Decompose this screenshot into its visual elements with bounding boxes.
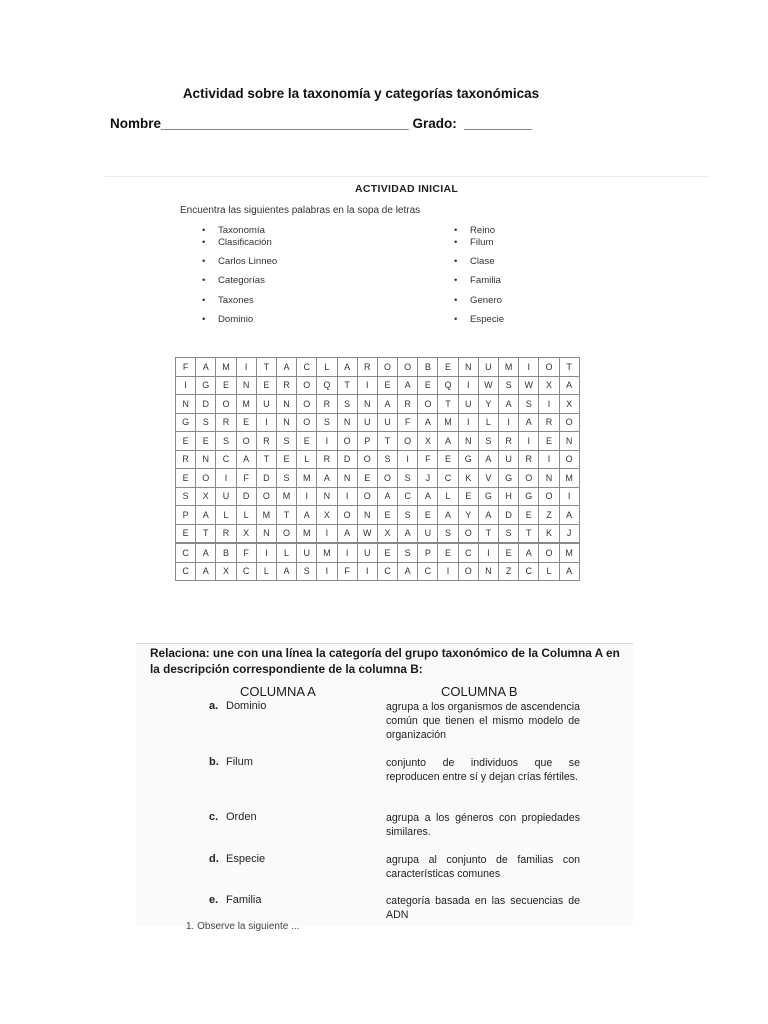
relaciona-instruction: Relaciona: une con una línea la categoría del grupo taxonómico de la Columna A en la descripción correspondiente de la columna B: [150, 646, 620, 676]
grid-letter: G [196, 376, 216, 395]
grid-letter: S [499, 524, 519, 543]
word-item: • Taxonomía [202, 225, 265, 236]
grid-letter: E [377, 544, 397, 563]
grid-letter: A [398, 376, 418, 395]
column-a-item: e. Familia [209, 894, 262, 906]
grid-letter: T [559, 358, 579, 377]
grid-letter: V [478, 469, 498, 488]
grid-letter: N [196, 450, 216, 469]
grid-letter: A [317, 469, 337, 488]
grid-letter: X [377, 524, 397, 543]
column-a-item: d. Especie [209, 853, 266, 865]
grid-letter: L [276, 544, 296, 563]
grid-letter: S [297, 562, 317, 581]
column-a-item: b. Filum [209, 756, 253, 768]
grid-letter: R [256, 432, 276, 451]
grid-letter: E [458, 487, 478, 506]
grid-letter: R [539, 413, 559, 432]
grid-letter: X [559, 395, 579, 414]
grid-letter: N [176, 395, 196, 414]
grid-letter: S [176, 487, 196, 506]
grid-letter: E [256, 376, 276, 395]
grid-letter: L [478, 413, 498, 432]
grid-row [176, 469, 580, 488]
grid-letter: C [458, 544, 478, 563]
grid-letter: S [317, 413, 337, 432]
name-grade-line[interactable]: Nombre_________________________________ Grado: _________ [110, 116, 532, 131]
grid-letter: R [176, 450, 196, 469]
cut-off-text: 1. Observe la siguiente ... [186, 921, 300, 932]
grid-letter: I [337, 487, 357, 506]
grid-letter: T [438, 395, 458, 414]
grid-letter: T [256, 358, 276, 377]
grid-letter: I [519, 432, 539, 451]
grid-letter: M [559, 544, 579, 563]
grid-letter: S [478, 432, 498, 451]
grid-letter: E [236, 413, 256, 432]
grid-letter: D [337, 450, 357, 469]
grid-letter: P [418, 544, 438, 563]
grid-letter: D [499, 506, 519, 525]
grid-letter: C [418, 562, 438, 581]
grid-letter: X [196, 487, 216, 506]
column-b-item: categoría basada en las secuencias de ADN [386, 895, 580, 921]
grid-letter: A [559, 506, 579, 525]
grid-letter: E [377, 506, 397, 525]
grid-row [176, 450, 580, 469]
grid-letter: I [519, 358, 539, 377]
grid-letter: N [256, 524, 276, 543]
grid-letter: C [297, 358, 317, 377]
grid-letter: S [276, 432, 296, 451]
grid-letter: I [256, 413, 276, 432]
grid-letter: A [559, 376, 579, 395]
grid-letter: R [216, 524, 236, 543]
grid-letter: A [196, 562, 216, 581]
grid-letter: U [357, 413, 377, 432]
grid-letter: M [276, 487, 296, 506]
grid-letter: I [499, 413, 519, 432]
word-item: • Categorías [202, 275, 265, 286]
grid-letter: O [398, 358, 418, 377]
grid-letter: O [539, 487, 559, 506]
grid-letter: Q [438, 376, 458, 395]
grid-letter: S [196, 413, 216, 432]
grid-letter: E [539, 432, 559, 451]
grid-letter: M [256, 506, 276, 525]
grid-letter: L [539, 562, 559, 581]
bullet-icon: • [454, 256, 458, 267]
grid-letter: J [418, 469, 438, 488]
grid-letter: E [216, 376, 236, 395]
grid-letter: E [176, 469, 196, 488]
grid-row [176, 413, 580, 432]
grid-letter: N [357, 506, 377, 525]
grid-row [176, 358, 580, 377]
word-item: • Carlos Linneo [202, 256, 278, 267]
grid-letter: X [539, 376, 559, 395]
grid-row [176, 487, 580, 506]
grid-letter: U [377, 413, 397, 432]
grid-letter: L [297, 450, 317, 469]
grid-letter: A [236, 450, 256, 469]
grid-letter: K [458, 469, 478, 488]
word-item: • Genero [454, 295, 502, 306]
grid-letter: M [317, 544, 337, 563]
grid-letter: I [478, 544, 498, 563]
grid-letter: A [276, 562, 296, 581]
grid-row [176, 524, 580, 543]
grid-letter: N [276, 413, 296, 432]
grid-letter: F [398, 413, 418, 432]
grid-letter: U [478, 358, 498, 377]
grid-letter: L [317, 358, 337, 377]
grid-letter: T [478, 524, 498, 543]
grid-letter: L [236, 506, 256, 525]
grid-letter: W [357, 524, 377, 543]
word-item: • Familia [454, 275, 501, 286]
grid-letter: R [398, 395, 418, 414]
grid-letter: M [499, 358, 519, 377]
grid-letter: M [297, 469, 317, 488]
grid-letter: O [559, 413, 579, 432]
grid-letter: P [176, 506, 196, 525]
grid-letter: E [357, 469, 377, 488]
word-item: • Especie [454, 314, 505, 325]
bullet-icon: • [454, 275, 458, 286]
grid-letter: E [377, 376, 397, 395]
word-item: • Clasificación [202, 237, 272, 248]
grid-letter: G [176, 413, 196, 432]
grid-letter: A [276, 358, 296, 377]
grid-letter: J [559, 524, 579, 543]
grid-letter: W [478, 376, 498, 395]
grid-letter: O [418, 395, 438, 414]
grid-letter: U [216, 487, 236, 506]
grid-letter: O [216, 395, 236, 414]
word-item: • Taxones [202, 295, 254, 306]
grid-letter: I [398, 450, 418, 469]
grid-letter: M [438, 413, 458, 432]
grid-letter: F [337, 562, 357, 581]
grid-letter: N [357, 395, 377, 414]
grid-letter: A [398, 524, 418, 543]
grid-letter: N [236, 376, 256, 395]
grid-letter: R [357, 358, 377, 377]
grid-letter: N [458, 358, 478, 377]
column-b-item: agrupa a los organismos de ascendencia común que tienen el mismo modelo de organización [386, 701, 580, 741]
grid-letter: S [276, 469, 296, 488]
grid-letter: G [519, 487, 539, 506]
grid-letter: O [539, 544, 559, 563]
grid-letter: O [377, 469, 397, 488]
grid-letter: O [519, 469, 539, 488]
grid-letter: S [216, 432, 236, 451]
grid-letter: P [357, 432, 377, 451]
grid-letter: I [337, 544, 357, 563]
grid-letter: A [377, 487, 397, 506]
grid-letter: O [559, 450, 579, 469]
grid-letter: R [276, 376, 296, 395]
grid-letter: I [317, 524, 337, 543]
grid-letter: G [458, 450, 478, 469]
grid-letter: A [337, 524, 357, 543]
grid-letter: O [256, 487, 276, 506]
word-search-instruction: Encuentra las siguientes palabras en la sopa de letras [180, 205, 421, 216]
grid-letter: O [297, 376, 317, 395]
bullet-icon: • [202, 314, 206, 325]
grid-letter: A [438, 432, 458, 451]
bullet-icon: • [202, 225, 206, 236]
grid-letter: L [256, 562, 276, 581]
grid-letter: Q [317, 376, 337, 395]
grid-letter: C [236, 562, 256, 581]
grid-letter: O [276, 524, 296, 543]
grid-letter: I [357, 376, 377, 395]
bullet-icon: • [454, 314, 458, 325]
grid-letter: R [317, 450, 337, 469]
grid-letter: O [539, 358, 559, 377]
grid-letter: F [176, 358, 196, 377]
column-a-title: COLUMNA A [240, 684, 316, 699]
grid-letter: A [196, 544, 216, 563]
grid-letter: A [337, 358, 357, 377]
grid-letter: E [438, 544, 458, 563]
grid-letter: N [458, 432, 478, 451]
grid-letter: E [519, 506, 539, 525]
grid-letter: T [519, 524, 539, 543]
grid-letter: C [216, 450, 236, 469]
column-b-title: COLUMNA B [441, 684, 518, 699]
grid-letter: L [216, 506, 236, 525]
grid-letter: X [236, 524, 256, 543]
grid-letter: S [398, 544, 418, 563]
grid-letter: A [438, 506, 458, 525]
bullet-icon: • [202, 275, 206, 286]
grid-letter: I [317, 432, 337, 451]
grid-row [176, 506, 580, 525]
grid-letter: N [559, 432, 579, 451]
grid-letter: A [559, 562, 579, 581]
grid-letter: O [196, 469, 216, 488]
grid-letter: E [297, 432, 317, 451]
grid-letter: S [377, 450, 397, 469]
grid-row [176, 376, 580, 395]
grid-letter: U [297, 544, 317, 563]
grid-letter: E [418, 376, 438, 395]
grid-letter: O [297, 395, 317, 414]
grid-letter: O [337, 432, 357, 451]
word-search-grid-bottom [175, 543, 580, 581]
grid-letter: O [357, 487, 377, 506]
bullet-icon: • [202, 256, 206, 267]
grid-letter: W [519, 376, 539, 395]
bullet-icon: • [202, 237, 206, 248]
grid-letter: G [499, 469, 519, 488]
grid-letter: R [216, 413, 236, 432]
grid-letter: O [377, 358, 397, 377]
grid-letter: A [377, 395, 397, 414]
grid-letter: U [256, 395, 276, 414]
grid-letter: A [297, 506, 317, 525]
bullet-icon: • [202, 295, 206, 306]
grid-letter: T [337, 376, 357, 395]
grid-letter: I [539, 395, 559, 414]
grid-letter: O [357, 450, 377, 469]
grid-letter: S [398, 506, 418, 525]
grid-letter: I [458, 376, 478, 395]
grid-letter: F [236, 544, 256, 563]
grid-letter: E [276, 450, 296, 469]
grid-letter: S [499, 376, 519, 395]
grid-letter: F [418, 450, 438, 469]
grid-letter: A [519, 544, 539, 563]
grid-letter: T [256, 450, 276, 469]
grid-letter: M [559, 469, 579, 488]
grid-row [176, 562, 580, 581]
grid-letter: N [276, 395, 296, 414]
grid-row [176, 395, 580, 414]
grid-letter: A [196, 358, 216, 377]
grid-letter: C [377, 562, 397, 581]
bullet-icon: • [454, 295, 458, 306]
grid-letter: A [478, 506, 498, 525]
grid-letter: O [458, 562, 478, 581]
word-item: • Filum [454, 237, 494, 248]
grid-letter: D [196, 395, 216, 414]
grid-letter: A [499, 395, 519, 414]
grid-letter: E [418, 506, 438, 525]
grid-letter: E [438, 358, 458, 377]
grid-letter: G [478, 487, 498, 506]
grid-letter: A [418, 413, 438, 432]
word-item: • Dominio [202, 314, 254, 325]
grid-letter: Y [478, 395, 498, 414]
grid-letter: I [438, 562, 458, 581]
grid-letter: X [317, 506, 337, 525]
grid-letter: C [176, 544, 196, 563]
grid-letter: X [216, 562, 236, 581]
grid-letter: I [216, 469, 236, 488]
grid-letter: I [297, 487, 317, 506]
grid-letter: I [176, 376, 196, 395]
grid-letter: T [196, 524, 216, 543]
grid-letter: B [216, 544, 236, 563]
grid-letter: N [478, 562, 498, 581]
bullet-icon: • [454, 237, 458, 248]
grid-letter: R [499, 432, 519, 451]
grid-letter: M [236, 395, 256, 414]
column-b-item: agrupa al conjunto de familias con características comunes [386, 854, 580, 880]
grid-letter: B [418, 358, 438, 377]
grid-letter: N [337, 413, 357, 432]
grid-letter: M [297, 524, 317, 543]
grid-letter: T [276, 506, 296, 525]
grid-letter: Y [458, 506, 478, 525]
column-a-item: c. Orden [209, 811, 257, 823]
grid-letter: T [377, 432, 397, 451]
grid-letter: A [478, 450, 498, 469]
grid-letter: C [176, 562, 196, 581]
bullet-icon: • [454, 225, 458, 236]
grid-letter: N [539, 469, 559, 488]
grid-letter: S [337, 395, 357, 414]
grid-letter: I [317, 562, 337, 581]
grid-letter: U [499, 450, 519, 469]
grid-letter: X [418, 432, 438, 451]
actividad-inicial-title: ACTIVIDAD INICIAL [355, 183, 459, 195]
grid-letter: C [398, 487, 418, 506]
grid-letter: S [519, 395, 539, 414]
grid-letter: S [438, 524, 458, 543]
word-search-grid [175, 357, 580, 543]
word-item: • Clase [454, 256, 495, 267]
column-b-item: agrupa a los géneros con propiedades similares. [386, 812, 580, 838]
grid-letter: U [458, 395, 478, 414]
grid-letter: A [196, 506, 216, 525]
grid-letter: F [236, 469, 256, 488]
grid-letter: E [176, 524, 196, 543]
grid-letter: E [176, 432, 196, 451]
grid-letter: K [539, 524, 559, 543]
grid-letter: R [519, 450, 539, 469]
word-item: • Reino [454, 225, 496, 236]
grid-letter: I [539, 450, 559, 469]
grid-letter: E [499, 544, 519, 563]
grid-letter: A [418, 487, 438, 506]
actividad-inicial-section [105, 176, 710, 587]
relaciona-section [136, 643, 633, 932]
grid-letter: O [398, 432, 418, 451]
grid-letter: O [236, 432, 256, 451]
grid-letter: C [519, 562, 539, 581]
grid-letter: O [297, 413, 317, 432]
grid-letter: C [438, 469, 458, 488]
grid-letter: Z [499, 562, 519, 581]
grid-letter: I [236, 358, 256, 377]
grid-letter: D [236, 487, 256, 506]
grid-letter: U [418, 524, 438, 543]
grid-letter: I [256, 544, 276, 563]
grid-letter: E [196, 432, 216, 451]
grid-row [176, 432, 580, 451]
grid-letter: N [337, 469, 357, 488]
grid-letter: O [337, 506, 357, 525]
grid-letter: S [398, 469, 418, 488]
grid-letter: A [398, 562, 418, 581]
grid-letter: I [357, 562, 377, 581]
grid-letter: U [357, 544, 377, 563]
column-b-item: conjunto de individuos que se reproducen entre sí y dejan crías fértiles. [386, 757, 580, 783]
grid-letter: E [438, 450, 458, 469]
grid-letter: D [256, 469, 276, 488]
grid-letter: A [519, 413, 539, 432]
grid-letter: L [438, 487, 458, 506]
grid-letter: I [458, 413, 478, 432]
worksheet-title: Actividad sobre la taxonomía y categorías taxonómicas [182, 86, 540, 101]
grid-letter: Z [539, 506, 559, 525]
column-a-item: a. Dominio [209, 700, 267, 712]
grid-letter: I [559, 487, 579, 506]
grid-letter: O [458, 524, 478, 543]
grid-row [176, 544, 580, 563]
grid-letter: H [499, 487, 519, 506]
grid-letter: M [216, 358, 236, 377]
grid-letter: N [317, 487, 337, 506]
grid-letter: R [317, 395, 337, 414]
